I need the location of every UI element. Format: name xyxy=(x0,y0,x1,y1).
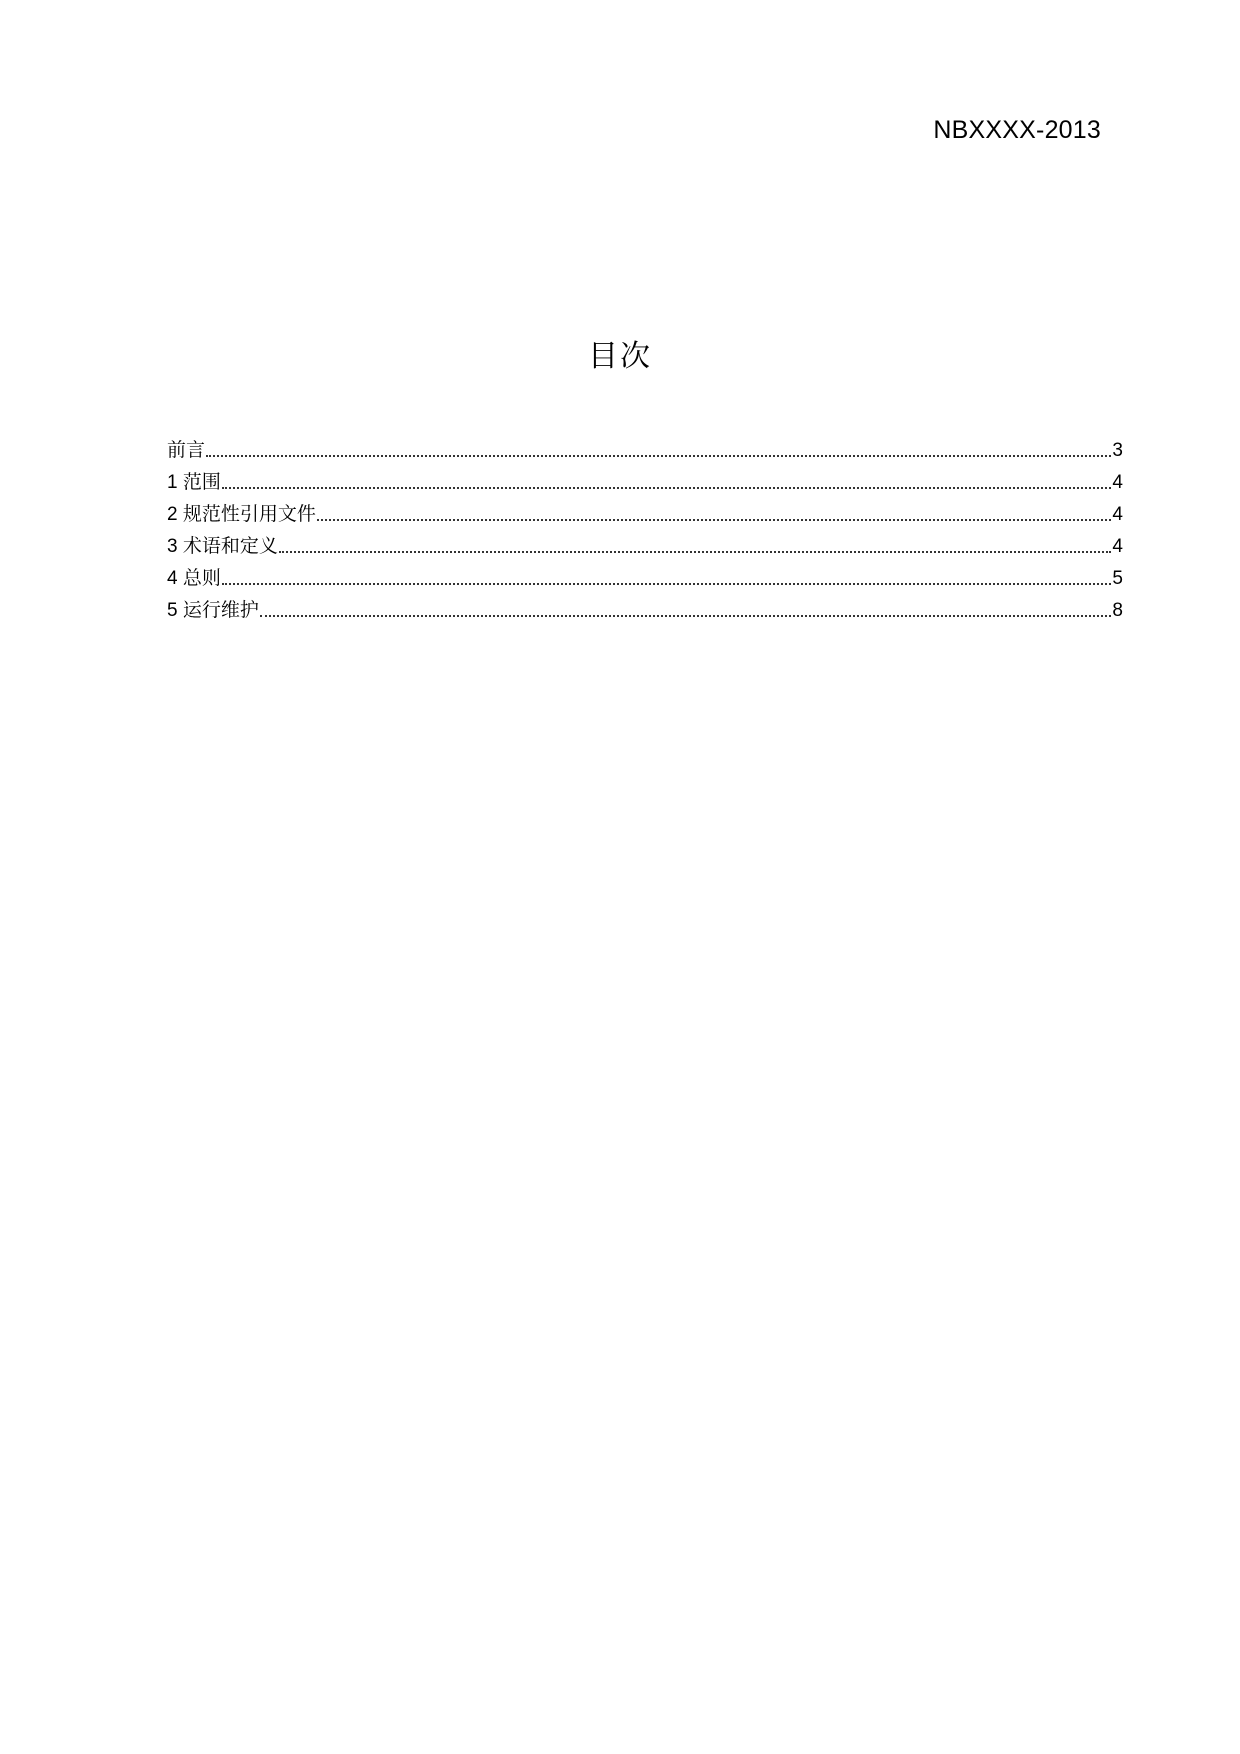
toc-entry-label: 运行维护 xyxy=(182,599,259,621)
toc-dot-leader xyxy=(260,614,1112,617)
toc-entry-terms-definitions[interactable] xyxy=(167,530,1123,562)
toc-dot-leader xyxy=(317,518,1112,521)
toc-entry-page: 4 xyxy=(1112,536,1123,557)
toc-entry-label: 术语和定义 xyxy=(182,535,278,557)
toc-dot-leader xyxy=(222,486,1112,489)
toc-entry-page: 3 xyxy=(1112,440,1123,461)
toc-dot-leader xyxy=(222,582,1112,585)
toc-entry-scope[interactable] xyxy=(167,466,1123,498)
toc-entry-label: 前言 xyxy=(167,439,206,461)
toc-entry-number: 5 xyxy=(167,600,183,621)
toc-entry-number: 2 xyxy=(167,504,183,525)
toc-entry-operation-maintenance[interactable] xyxy=(167,594,1123,626)
toc-title: 目次 xyxy=(588,339,652,374)
toc-dot-leader xyxy=(279,550,1112,553)
toc-entry-label: 范围 xyxy=(182,471,221,493)
toc-dot-leader xyxy=(206,454,1111,457)
toc-entry-label: 规范性引用文件 xyxy=(182,503,316,525)
table-of-contents xyxy=(167,434,1123,626)
toc-entry-general-principles[interactable] xyxy=(167,562,1123,594)
toc-entry-page: 5 xyxy=(1112,568,1123,589)
toc-entry-number: 3 xyxy=(167,536,183,557)
toc-entry-number: 4 xyxy=(167,568,183,589)
toc-entry-page: 4 xyxy=(1112,472,1123,493)
toc-entry-foreword[interactable] xyxy=(167,434,1123,466)
toc-entry-page: 4 xyxy=(1112,504,1123,525)
toc-entry-label: 总则 xyxy=(182,567,221,589)
toc-entry-number: 1 xyxy=(167,472,183,493)
toc-entry-page: 8 xyxy=(1112,600,1123,621)
toc-entry-normative-references[interactable] xyxy=(167,498,1123,530)
document-number: NBXXXX-2013 xyxy=(933,116,1101,144)
